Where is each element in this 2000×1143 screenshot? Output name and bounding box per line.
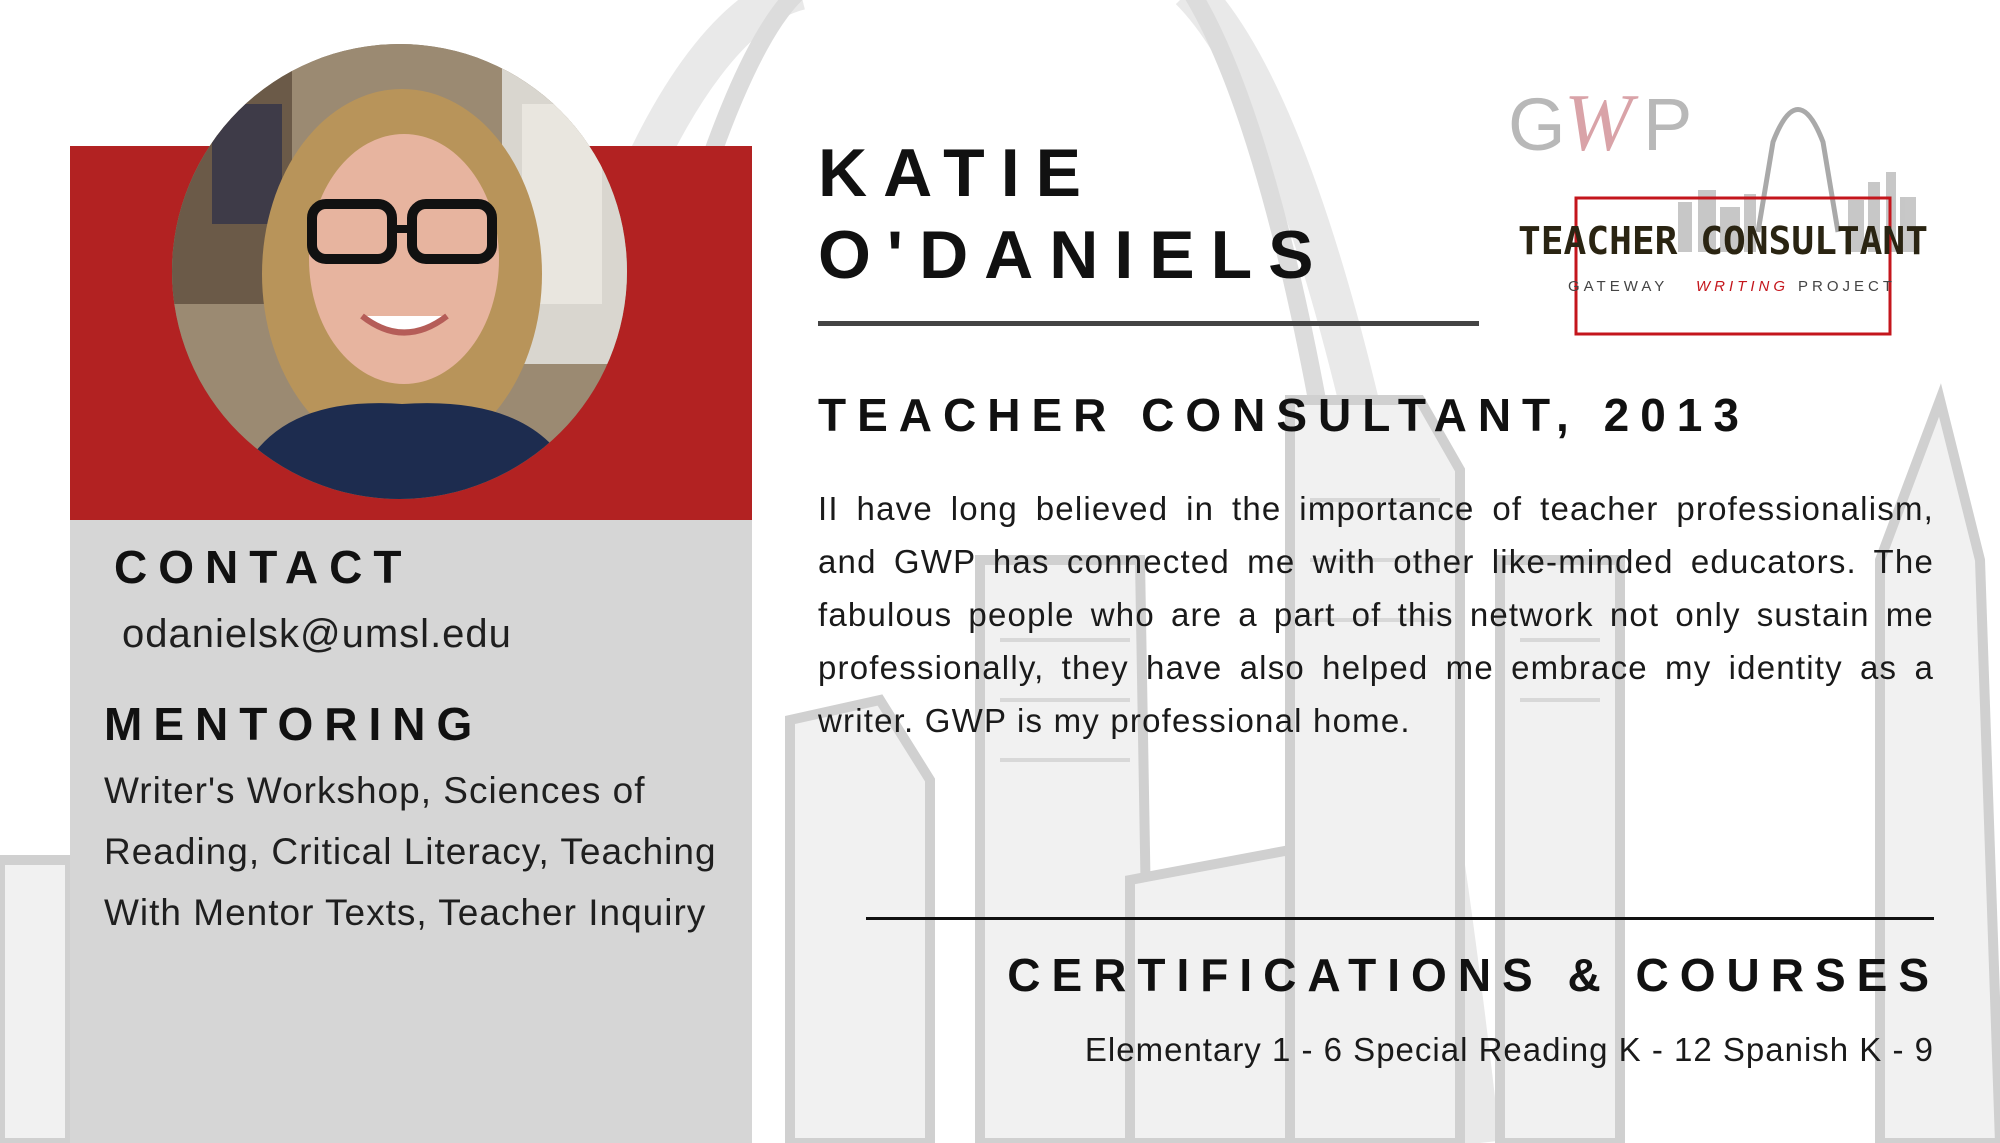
- certifications-text: Elementary 1 - 6 Special Reading K - 12 Spanish K - 9: [1084, 1031, 1934, 1068]
- bio-paragraph: II have long believed in the importance of teacher professionalism, and GWP has connected me with other like-minded educators. The fabulous people who are a part of this network not only sustain me professionally, they have also helped me embrace my identity as a writer. GWP is my professional home.: [818, 490, 1934, 739]
- certifications-divider: [866, 917, 1934, 920]
- logo-title: TEACHER CONSULTANT: [1518, 219, 1928, 263]
- name-divider: [818, 321, 1479, 326]
- logo-letter-w: W: [1564, 82, 1633, 168]
- mentoring-heading: MENTORING: [104, 698, 484, 750]
- portrait-photo-icon: [172, 44, 627, 499]
- first-name: KATIE: [818, 135, 1097, 211]
- gwp-teacher-consultant-logo: [1508, 82, 1938, 342]
- logo-letter-p: P: [1643, 83, 1693, 166]
- profile-name: [818, 132, 1330, 296]
- logo-subtitle-project: PROJECT: [1798, 278, 1897, 295]
- role-title: TEACHER CONSULTANT, 2013: [818, 389, 1750, 441]
- contact-email-link[interactable]: odanielsk@umsl.edu: [122, 612, 512, 656]
- contact-heading: CONTACT: [114, 541, 413, 593]
- mentoring-list: Writer's Workshop, Sciences of Reading, Critical Literacy, Teaching With Mentor Texts, Teacher Inquiry: [104, 770, 717, 933]
- profile-photo: [172, 44, 627, 499]
- logo-subtitle-writing: WRITING: [1696, 278, 1789, 295]
- last-name: O'DANIELS: [818, 217, 1330, 293]
- arch-logo-icon: [1758, 110, 1838, 233]
- logo-subtitle-gateway: GATEWAY: [1568, 278, 1669, 295]
- certifications-heading: CERTIFICATIONS & COURSES: [1007, 949, 1940, 1001]
- logo-letter-g: G: [1508, 83, 1566, 166]
